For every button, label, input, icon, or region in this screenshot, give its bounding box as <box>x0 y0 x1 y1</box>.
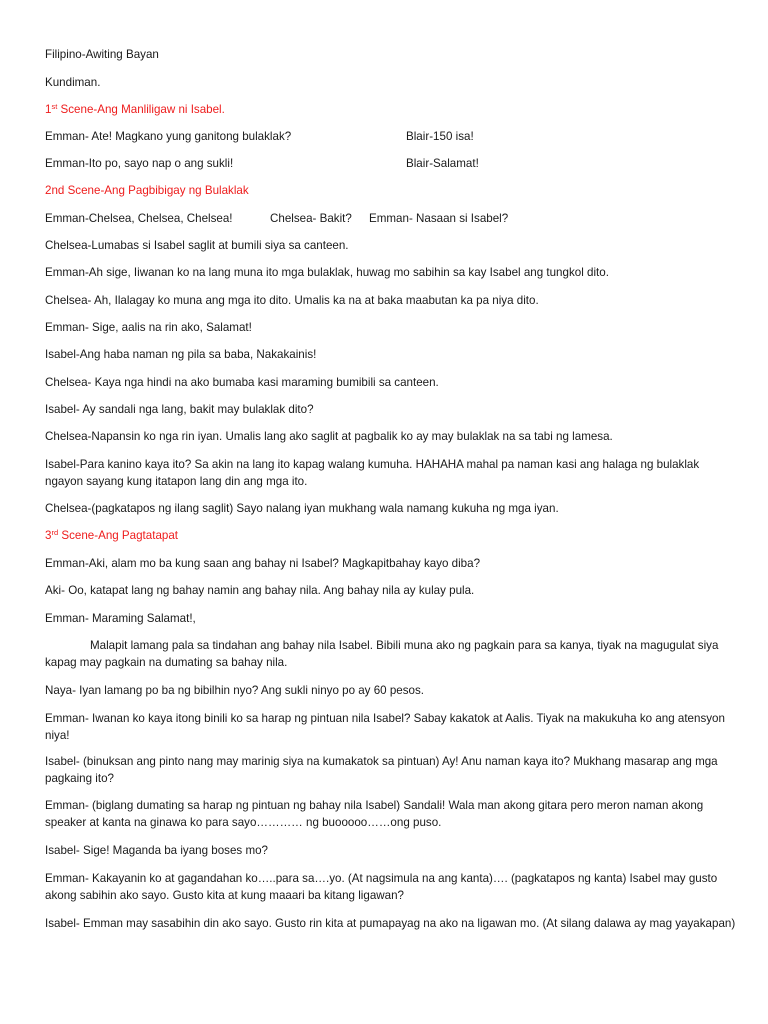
dialogue-line: Aki- Oo, katapat lang ng bahay namin ang bahay nila. Ang bahay nila ay kulay pula. <box>45 584 475 597</box>
dialogue-line: Chelsea-(pagkatapos ng ilang saglit) Sayo nalang iyan mukhang wala namang kukuha ng mga iyan. <box>45 502 559 515</box>
dialogue-line: Chelsea- Bakit? <box>270 212 352 225</box>
subject-line: Filipino-Awiting Bayan <box>45 48 159 61</box>
dialogue-line: Chelsea-Napansin ko nga rin iyan. Umalis lang ako saglit at pagbalik ko ay may bulaklak na sa tabi ng lamesa. <box>45 430 613 443</box>
dialogue-line: Emman- Sige, aalis na rin ako, Salamat! <box>45 321 252 334</box>
narration-paragraph: Malapit lamang pala sa tindahan ang bahay nila Isabel. Bibili muna ako ng pagkain para sa kanya, tiyak na magugulat siya kapag may pagkain na dumating sa bahay nila. <box>45 639 719 669</box>
dialogue-line: Emman-Chelsea, Chelsea, Chelsea! <box>45 212 233 225</box>
dialogue-paragraph: Emman- Iwanan ko kaya itong binili ko sa harap ng pintuan nila Isabel? Sabay kakatok at Aalis. Tiyak na makukuha ko ang atensyon niya! <box>45 712 725 742</box>
scene-1-heading: 1st Scene-Ang Manliligaw ni Isabel. <box>45 102 225 116</box>
dialogue-line: Isabel- Sige! Maganda ba iyang boses mo? <box>45 844 268 857</box>
dialogue-paragraph: Emman- (biglang dumating sa harap ng pintuan ng bahay nila Isabel) Sandali! Wala man akong gitara pero meron naman akong speaker at kanta na ginawa ko para sayo………… ng buooooo……ong puso. <box>45 799 704 829</box>
genre-line: Kundiman. <box>45 76 101 89</box>
dialogue-line: Blair-150 isa! <box>406 130 474 143</box>
scene-2-heading: 2nd Scene-Ang Pagbibigay ng Bulaklak <box>45 184 249 197</box>
dialogue-line: Chelsea- Ah, Ilalagay ko muna ang mga ito dito. Umalis ka na at baka maabutan ka pa niya dito. <box>45 294 539 307</box>
dialogue-line: Blair-Salamat! <box>406 157 479 170</box>
dialogue-line: Emman-Ah sige, Iiwanan ko na lang muna ito mga bulaklak, huwag mo sabihin sa kay Isabel ang tungkol dito. <box>45 266 609 279</box>
dialogue-paragraph: Emman- Kakayanin ko at gagandahan ko…..para sa….yo. (At nagsimula na ang kanta)…. (pagkatapos ng kanta) Isabel may gusto akong sabihin ako sayo. Gusto kita at kung maaari ba kitang ligawan? <box>45 872 718 902</box>
dialogue-line: Emman-Ito po, sayo nap o ang sukli! <box>45 157 234 170</box>
scene-3-heading: 3rd Scene-Ang Pagtatapat <box>45 528 179 542</box>
dialogue-line: Emman-Aki, alam mo ba kung saan ang bahay ni Isabel? Magkapitbahay kayo diba? <box>45 557 481 570</box>
dialogue-line: Isabel-Ang haba naman ng pila sa baba, Nakakainis! <box>45 348 317 361</box>
dialogue-paragraph: Isabel-Para kanino kaya ito? Sa akin na lang ito kapag walang kumuha. HAHAHA mahal pa naman kasi ang halaga ng bulaklak ngayon sayang kung itatapon lang din ang mga ito. <box>45 458 700 488</box>
dialogue-line: Naya- Iyan lamang po ba ng bibilhin nyo? Ang sukli ninyo po ay 60 pesos. <box>45 684 424 697</box>
dialogue-line: Isabel- Emman may sasabihin din ako sayo. Gusto rin kita at pumapayag na ako na ligawan mo. (At silang dalawa ay mag yayakapan) <box>45 917 736 930</box>
dialogue-line: Emman- Nasaan si Isabel? <box>369 212 509 225</box>
dialogue-line: Isabel- Ay sandali nga lang, bakit may bulaklak dito? <box>45 403 314 416</box>
dialogue-line: Emman- Maraming Salamat!, <box>45 612 196 625</box>
dialogue-line: Emman- Ate! Magkano yung ganitong bulaklak? <box>45 130 292 143</box>
dialogue-line: Chelsea-Lumabas si Isabel saglit at bumili siya sa canteen. <box>45 239 349 252</box>
dialogue-line: Chelsea- Kaya nga hindi na ako bumaba kasi maraming bumibili sa canteen. <box>45 376 439 389</box>
dialogue-paragraph: Isabel- (binuksan ang pinto nang may marinig siya na kumakatok sa pintuan) Ay! Anu naman kaya ito? Mukhang masarap ang mga pagkaing ito? <box>45 755 718 785</box>
